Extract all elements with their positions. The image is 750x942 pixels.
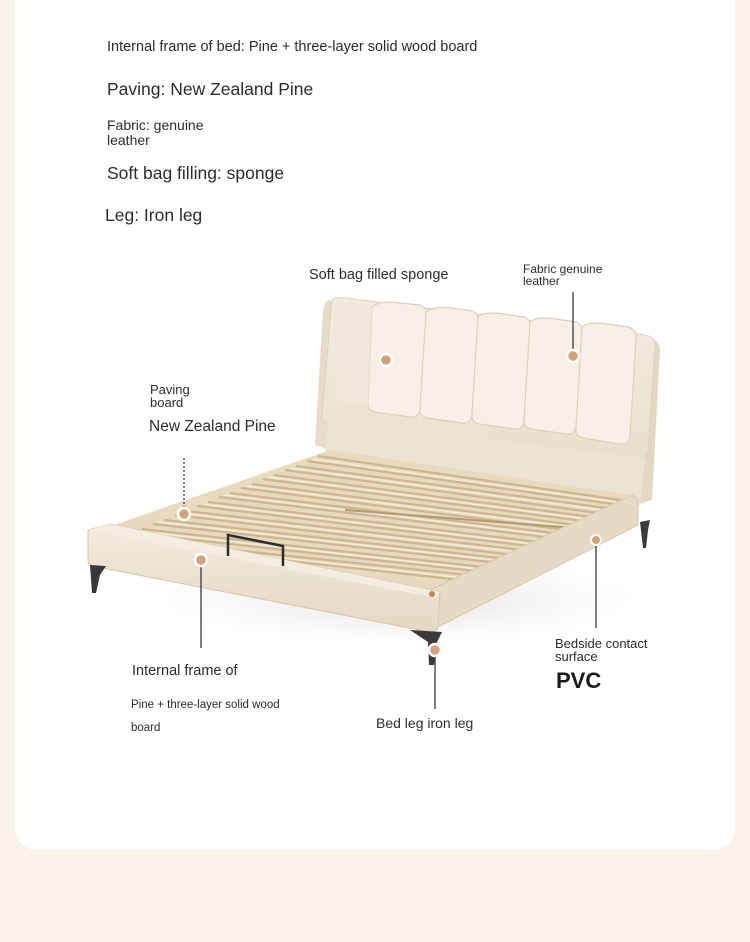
callout-sponge: Soft bag filled sponge: [309, 267, 449, 283]
callout-paving-value: New Zealand Pine: [149, 418, 276, 435]
callout-frame-title: Internal frame of: [132, 663, 238, 679]
callout-contact-value: PVC: [556, 668, 602, 693]
spec-filling: Soft bag filling: sponge: [107, 163, 285, 183]
callout-frame-detail: Pine + three-layer solid wood board: [131, 699, 280, 734]
callout-bed-leg: Bed leg iron leg: [376, 715, 474, 731]
spec-fabric: Fabric: genuine leather: [107, 117, 204, 148]
spec-paving: Paving: New Zealand Pine: [107, 79, 314, 99]
callout-paving-label: Paving board: [150, 382, 190, 410]
leg-back-right: [640, 520, 650, 548]
spec-leg: Leg: Iron leg: [105, 205, 203, 225]
spec-frame: Internal frame of bed: Pine + three-layer solid wood board: [107, 39, 478, 55]
headboard-edge-left: [334, 302, 372, 406]
callout-contact-label: Bedside contact surface: [555, 636, 648, 664]
callout-fabric: Fabric genuine leather: [523, 262, 603, 288]
corner-plug: [429, 591, 435, 597]
